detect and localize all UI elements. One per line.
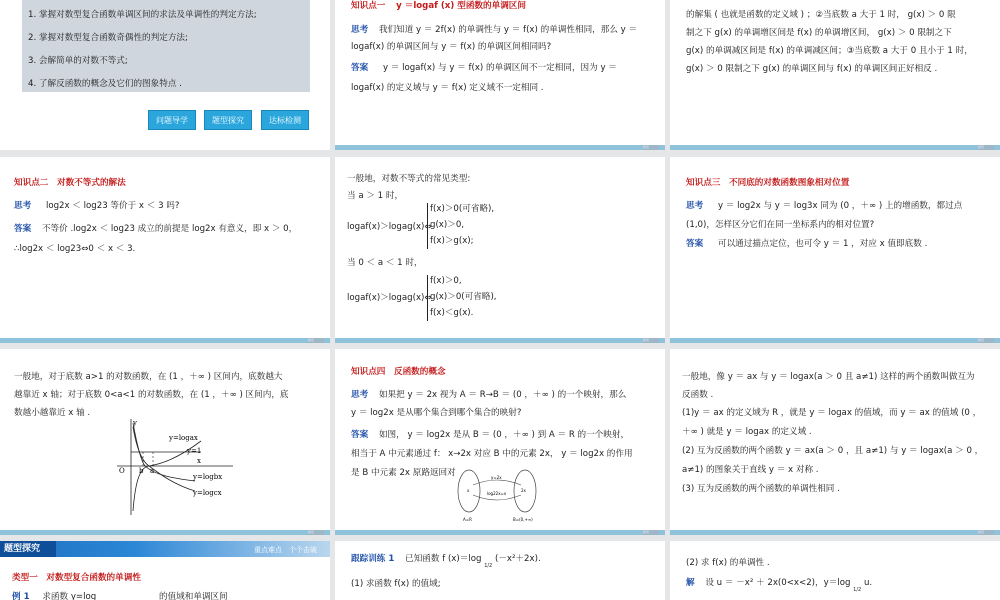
home-tag[interactable]: 首页 [978, 145, 994, 150]
think-line [686, 200, 962, 213]
question-2: (2) 求 f(x) 的单调性 . [686, 558, 770, 568]
practice-log-base: 1/2 [484, 563, 493, 569]
think-text: 如果把 y ＝ 2x 视为 A ＝ R→B ＝ (0 ，＋∞ ) 的一个映射，那么 [378, 390, 627, 400]
banner-subtitle: 重点难点 个个击破 [254, 546, 317, 554]
slide-knowledge-1 [335, 0, 665, 150]
heading-knowledge-1 [351, 0, 526, 13]
question-1: (1) 求函数 f(x) 的值域; [351, 579, 441, 589]
example-line [12, 591, 228, 600]
answer-text-3: 是 B 中元素 2x 原路返回对 [351, 468, 456, 478]
solution-text: 设 u ＝ －x² ＋ 2x(0<x<2)，y＝log [705, 578, 851, 588]
footer-bar [670, 338, 1000, 343]
case-1-brace [427, 203, 428, 249]
answer-label: 答案 [351, 63, 369, 73]
case-1-lhs: logaf(x)＞logag(x)⇔ [347, 222, 432, 232]
practice-arg: (－x²＋2x). [494, 554, 541, 564]
answer-line [14, 223, 297, 236]
text-line: ＋∞ ) 就是 y ＝ logax 的定义域 . [682, 427, 812, 437]
home-tag[interactable]: 首页 [643, 338, 659, 343]
banner-title: 题型探究 [4, 544, 41, 554]
answer-text: 不等价 .log2x ＜ log23 成立的前提是 log2x 有意义，即 x ＞ 0， [41, 224, 298, 234]
answer-text-2: 相当于 A 中元素通过 f： x→2x 对应 B 中的元素 2x， y ＝ log2x 的作用 [351, 449, 633, 459]
text-line: 反函数 . [682, 390, 714, 400]
diagram-label-backward: log22x=x [487, 491, 507, 496]
example-text: 求函数 y=log [42, 592, 97, 600]
text-line: 数越小越靠近 x 轴 . [14, 408, 91, 418]
answer-line [686, 238, 927, 251]
diagram-label-forward: y=2x [491, 475, 502, 480]
home-tag[interactable]: 首页 [643, 145, 659, 150]
footer-bar [670, 530, 1000, 535]
type-heading: 类型一 对数型复合函数的单调性 [12, 573, 141, 583]
diagram-label-set-a: A=R [463, 517, 472, 522]
text-line: a≠1) 的图象关于直线 y ＝ x 对称 . [682, 465, 819, 475]
footer-bar [0, 530, 330, 535]
diagram-label-set-b: B=(0,+∞) [513, 517, 533, 522]
think-line [351, 24, 637, 37]
practice-label: 跟踪训练 1 [351, 554, 395, 564]
case-1-cond: g(x)＞0, [430, 220, 465, 230]
case-1-cond: f(x)＞0(可省略), [430, 204, 495, 214]
graph-label-y-log-a: y=logax [169, 434, 198, 442]
intro-text: 一般地，对数不等式的常见类型: [347, 174, 471, 184]
case-2-cond: f(x)＜g(x). [430, 308, 474, 318]
slide-knowledge-4 [335, 349, 665, 535]
think-text-2: (1,0)，怎样区分它们在同一坐标系内的相对位置? [686, 220, 875, 230]
graph-label-origin: O [119, 467, 125, 475]
graph-label-y-log-b: y=logbx [193, 473, 223, 481]
text-line: (2) 互为反函数的两个函数 y ＝ ax(a ＞ 0 ，且 a≠1) 与 y ＝ logax(a ＞ 0 ， [682, 446, 984, 456]
forward-arrow [473, 480, 521, 485]
example-tail: 的值域和单调区间 [158, 592, 228, 600]
think-line [351, 389, 626, 402]
footer-bar [335, 145, 665, 150]
footer-bar [670, 145, 1000, 150]
footer-bar [0, 338, 330, 343]
objective-item: 4. 了解反函数的概念及它们的图象特点 . [28, 79, 182, 89]
think-text: log2x ＜ log23 等价于 x ＜ 3 吗? [45, 201, 180, 211]
think-text: y ＝ log2x 与 y ＝ log3x 同为 (0 ，＋∞ ) 上的增函数，都过点 [717, 201, 963, 211]
case-2-brace [427, 275, 428, 321]
heading-knowledge-3: 知识点三 不同底的对数函数图象相对位置 [686, 178, 850, 188]
slide-knowledge-1-cont [670, 0, 1000, 150]
think-label: 思考 [351, 25, 369, 35]
objective-item: 2. 掌握对数型复合函数奇偶性的判定方法; [28, 33, 188, 43]
solution-tail: u. [863, 578, 873, 588]
text-line: 制之下 g(x) 的单调增区间是 f(x) 的单调增区间， g(x) ＞ 0 限制之下 [686, 28, 952, 38]
graph-label-x: x [197, 457, 201, 465]
practice-text: 已知函数 f (x)＝log [405, 554, 482, 564]
answer-line [351, 62, 617, 75]
log-curves-graph [105, 415, 245, 519]
heading-knowledge-2: 知识点二 对数不等式的解法 [14, 178, 126, 188]
text-line: (3) 互为反函数的两个函数的单调性相同 . [682, 484, 840, 494]
home-tag[interactable]: 首页 [978, 338, 994, 343]
text-line: 的解集 ( 也就是函数的定义域 ) ；②当底数 a 大于 1 时， g(x) ＞ 0 限 [686, 10, 956, 20]
slide-type-explore [0, 541, 330, 600]
heading-prefix: 知识点一 [351, 1, 386, 11]
text-line: g(x) ＞ 0 限制之下 g(x) 的单调区间与 f(x) 的单调区间正好相反 . [686, 64, 938, 74]
answer-label: 答案 [351, 430, 369, 440]
think-line [14, 200, 179, 213]
mapping-diagram [455, 465, 555, 523]
think-text-2: y ＝ log2x 是从哪个集合到哪个集合的映射? [351, 408, 522, 418]
case-1-text: 当 a ＞ 1 时， [347, 191, 404, 201]
graph-label-b: b [139, 467, 144, 475]
home-tag[interactable]: 首页 [308, 338, 324, 343]
diagram-label-2x: 2x [521, 488, 526, 493]
objective-item: 1. 掌握对数型复合函数单调区间的求法及单调性的判定方法; [28, 10, 257, 20]
nav-button-problem-guide[interactable]: 问题导学 [148, 110, 196, 130]
answer-text-2: ∴log2x ＜ log23⇔0 ＜ x ＜ 3. [14, 244, 136, 254]
slide-knowledge-3 [670, 157, 1000, 343]
think-label: 思考 [351, 390, 369, 400]
graph-label-y-log-c: y=logcx [193, 489, 222, 497]
text-line: 一般地，对于底数 a>1 的对数函数，在 (1 ，＋∞ ) 区间内，底数越大 [14, 372, 283, 382]
home-tag[interactable]: 首页 [978, 530, 994, 535]
answer-text-2: logaf(x) 的定义域与 y ＝ f(x) 定义域不一定相同 . [351, 83, 544, 93]
solution-line [686, 577, 872, 597]
answer-text: y ＝ logaf(x) 与 y ＝ f(x) 的单调区间不一定相同，因为 y ＝ [382, 63, 617, 73]
graph-label-y-1: y=1 [187, 447, 202, 455]
diagram-label-x: x [467, 488, 470, 493]
case-2-cond: f(x)＞0, [430, 276, 462, 286]
think-label: 思考 [686, 201, 704, 211]
text-line: 一般地，像 y ＝ ax 与 y ＝ logax(a ＞ 0 且 a≠1) 这样的两个函数叫做互为 [682, 372, 975, 382]
answer-label: 答案 [14, 224, 32, 234]
footer-bar [335, 338, 665, 343]
heading-formula: y ＝logaf (x) 型函数的单调区间 [396, 1, 526, 11]
think-text: 我们知道 y ＝ 2f(x) 的单调性与 y ＝ f(x) 的单调性相同，那么 y ＝ [378, 25, 638, 35]
nav-button-type-explore[interactable]: 题型探究 [204, 110, 252, 130]
slide-objectives [0, 0, 330, 150]
slide-log-inequality-types [335, 157, 665, 343]
slide-log-graph-position [0, 349, 330, 535]
case-2-lhs: logaf(x)＞logag(x)⇔ [347, 293, 432, 303]
home-tag[interactable]: 首页 [643, 530, 659, 535]
answer-text: 如图， y ＝ log2x 是从 B ＝ (0 ，＋∞ ) 到 A ＝ R 的一个映射， [378, 430, 630, 440]
heading-knowledge-4: 知识点四 反函数的概念 [351, 367, 446, 377]
think-label: 思考 [14, 201, 32, 211]
objective-item: 3. 会解简单的对数不等式; [28, 56, 128, 66]
text-line: 越靠近 x 轴；对于底数 0<a<1 的对数函数，在 (1 ，＋∞ ) 区间内，底 [14, 390, 289, 400]
answer-text: 可以通过描点定位，也可令 y ＝ 1 ，对应 x 值即底数 . [717, 239, 928, 249]
slide-practice-1 [335, 541, 665, 600]
example-label: 例 1 [12, 592, 30, 600]
slide-knowledge-2 [0, 157, 330, 343]
solution-log-base: 1/2 [853, 587, 862, 593]
think-text-2: logaf(x) 的单调区间与 y ＝ f(x) 的单调区间相同吗? [351, 42, 552, 52]
graph-label-y: y [133, 419, 137, 427]
nav-button-standard-test[interactable]: 达标检测 [261, 110, 309, 130]
practice-line [351, 553, 541, 573]
slide-inverse-functions [670, 349, 1000, 535]
case-2-cond: g(x)＞0(可省略), [430, 292, 497, 302]
case-2-text: 当 0 ＜ a ＜ 1 时， [347, 258, 423, 268]
answer-line [351, 429, 629, 442]
graph-label-a: a [150, 467, 155, 475]
home-tag[interactable]: 首页 [308, 530, 324, 535]
slide-practice-1-part-2 [670, 541, 1000, 600]
text-line: g(x) 的单调减区间是 f(x) 的单调减区间；③当底数 a 大于 0 且小于 1 时， [686, 46, 973, 56]
case-1-cond: f(x)＞g(x); [430, 236, 474, 246]
footer-bar [335, 530, 665, 535]
text-line: (1)y ＝ ax 的定义域为 R ，就是 y ＝ logax 的值域，而 y ＝ ax 的值域 (0 ， [682, 408, 982, 418]
answer-label: 答案 [686, 239, 704, 249]
solution-label: 解 [686, 578, 695, 588]
